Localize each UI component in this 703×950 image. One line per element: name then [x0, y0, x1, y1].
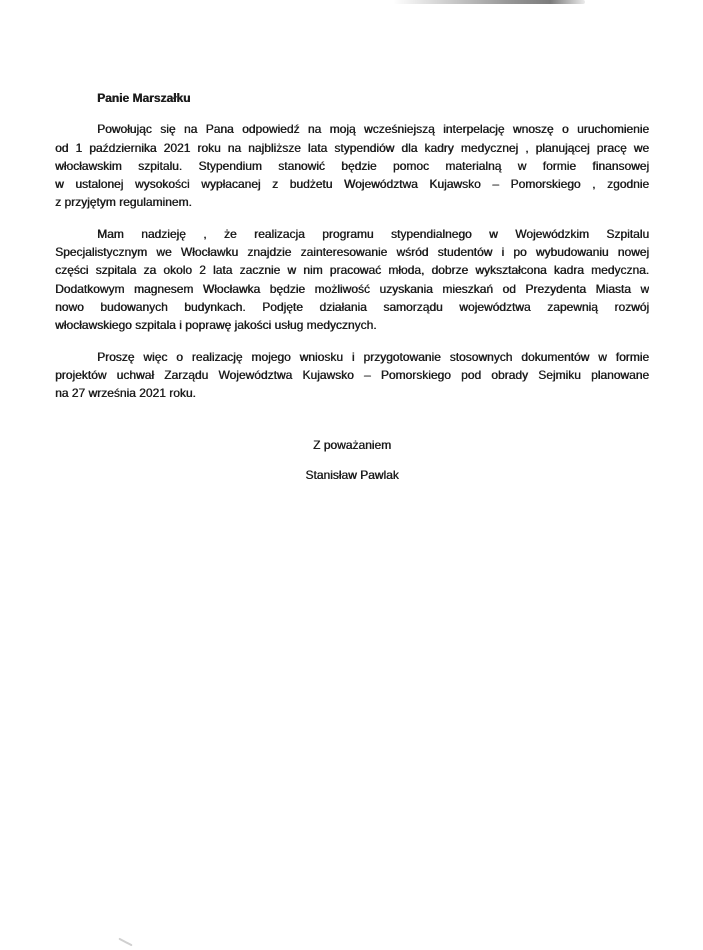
text-line: od 1 października 2021 roku na najbliższe lata stypendiów dla kadry medycznej , planującej pracę we: [55, 140, 649, 155]
letter-salutation: Panie Marszałku: [97, 91, 191, 105]
scanner-artifact-bottom-tick: [118, 938, 132, 947]
text-line: włocławskim szpitalu. Stypendium stanowić będzie pomoc materialną w formie finansowej: [55, 158, 649, 173]
text-line: Powołując się na Pana odpowiedź na moją wcześniejszą interpelację wnoszę o uruchomienie: [97, 122, 649, 137]
letter-body: [55, 89, 649, 484]
text-line: Specjalistycznym we Włocławku znajdzie zainteresowanie wśród studentów i po wybudowaniu nowej: [55, 245, 649, 260]
scanner-artifact-top-streak: [393, 0, 585, 4]
text-line: Proszę więc o realizację mojego wniosku i przygotowanie stosownych dokumentów w formie: [97, 349, 649, 364]
closing-block: [55, 436, 649, 484]
text-line: z przyjętym regulaminem.: [55, 195, 192, 210]
signature-name: Stanisław Pawlak: [305, 467, 399, 482]
text-line: projektów uchwał Zarządu Województwa Kujawsko – Pomorskiego pod obrady Sejmiku planowane: [55, 367, 649, 382]
text-line: na 27 września 2021 roku.: [55, 386, 196, 401]
text-line: części szpitala za okolo 2 lata zacznie w nim pracować młoda, dobrze wykształcona kadra medyczna.: [55, 263, 649, 278]
paragraph-3: [55, 348, 649, 403]
text-line: Mam nadzieję , że realizacja programu stypendialnego w Wojewódzkim Szpitalu: [97, 226, 649, 241]
paragraph-1: [55, 120, 649, 211]
text-line: nowo budowanych budynkach. Podjęte działania samorządu województwa zapewnią rozwój: [55, 299, 649, 314]
text-line: w ustalonej wysokości wypłacanej z budżetu Województwa Kujawsko – Pomorskiego , zgodnie: [55, 177, 649, 192]
text-line: Dodatkowym magnesem Włocławka będzie możliwość uzyskania mieszkań od Prezydenta Miasta w: [55, 281, 649, 296]
text-line: włocławskiego szpitala i poprawę jakości usług medycznych.: [55, 318, 377, 333]
paragraph-2: [55, 225, 649, 335]
closing-phrase: Z poważaniem: [312, 438, 392, 453]
